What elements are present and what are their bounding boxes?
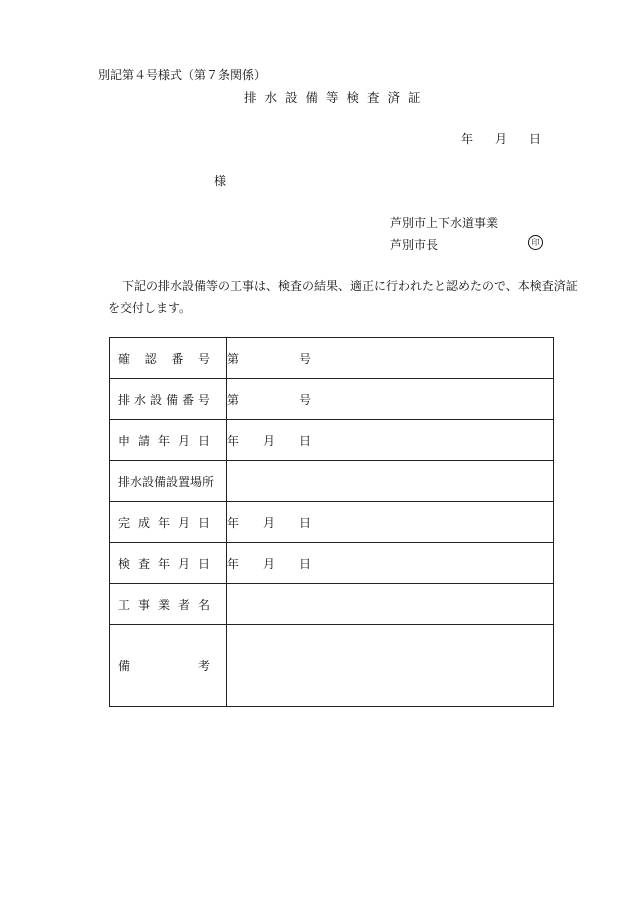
form-reference: 別記第４号様式（第７条関係） — [98, 68, 267, 82]
contractor-name-label-char: 事 — [137, 597, 150, 612]
issue-date-year: 年 — [461, 132, 474, 146]
drainage-facility-number-label-char: 水 — [133, 392, 146, 407]
application-date-label-char: 日 — [197, 433, 210, 448]
issuer-title: 芦別市長 — [390, 238, 439, 252]
drainage-facility-number-label-char: 番 — [181, 392, 194, 407]
application-date-value[interactable] — [227, 420, 554, 461]
contractor-name-label-char: 業 — [157, 597, 170, 612]
table-row-remarks — [110, 625, 554, 707]
table-row-confirmation-number — [110, 338, 554, 379]
confirmation-number-prefix: 第 — [227, 351, 240, 366]
inspection-date-label-char: 検 — [118, 556, 131, 571]
inspection-date-label-char: 年 — [157, 556, 170, 571]
inspection-date-label — [110, 543, 227, 584]
contractor-name-value[interactable] — [227, 584, 554, 625]
body-text — [110, 275, 580, 319]
contractor-name-label-char: 者 — [177, 597, 190, 612]
completion-date-label-char: 成 — [137, 515, 150, 530]
table-row-contractor-name — [110, 584, 554, 625]
drainage-facility-number-label-char: 備 — [165, 392, 178, 407]
confirmation-number-label-char: 認 — [144, 351, 157, 366]
installation-location-label-char: 排水設備設置場所 — [118, 474, 215, 489]
inspection-date-label-char: 日 — [197, 556, 210, 571]
inspection-date-date-unit: 日 — [299, 556, 312, 571]
drainage-facility-number-label-char: 号 — [197, 392, 210, 407]
table-row-installation-location — [110, 461, 554, 502]
inspection-date-label-char: 査 — [137, 556, 150, 571]
remarks-label — [110, 625, 227, 707]
application-date-label-char: 年 — [157, 433, 170, 448]
document-title: 排水設備等検査済証 — [244, 90, 429, 105]
application-date-label — [110, 420, 227, 461]
confirmation-number-suffix: 号 — [299, 351, 312, 366]
drainage-facility-number-prefix: 第 — [227, 392, 240, 407]
completion-date-date-unit: 月 — [263, 515, 276, 530]
confirmation-number-label — [110, 338, 227, 379]
installation-location-value[interactable] — [227, 461, 554, 502]
contractor-name-label-char: 名 — [197, 597, 210, 612]
completion-date-label — [110, 502, 227, 543]
application-date-date-unit: 年 — [227, 433, 240, 448]
application-date-label-char: 請 — [137, 433, 150, 448]
body-line-2: を交付します。 — [108, 301, 192, 315]
inspection-date-date-unit: 月 — [263, 556, 276, 571]
issue-date — [461, 130, 541, 147]
body-line-1: 下記の排水設備等の工事は、検査の結果、適正に行われたと認めたので、本検査済証 — [122, 279, 578, 293]
confirmation-number-label-char: 号 — [197, 351, 210, 366]
addressee-suffix: 様 — [214, 174, 227, 188]
drainage-facility-number-value[interactable] — [227, 379, 554, 420]
contractor-name-label-char: 工 — [118, 597, 131, 612]
application-date-date-unit: 月 — [263, 433, 276, 448]
completion-date-date-unit: 年 — [227, 515, 240, 530]
seal-mark: 印 — [528, 235, 543, 250]
completion-date-date-unit: 日 — [299, 515, 312, 530]
drainage-facility-number-label-char: 設 — [149, 392, 162, 407]
application-date-date-unit: 日 — [299, 433, 312, 448]
inspection-date-date-unit: 年 — [227, 556, 240, 571]
issue-date-day: 日 — [529, 132, 542, 146]
table-row-drainage-facility-number — [110, 379, 554, 420]
issuer-organization: 芦別市上下水道事業 — [390, 216, 499, 230]
completion-date-label-char: 完 — [118, 515, 131, 530]
contractor-name-label — [110, 584, 227, 625]
confirmation-number-label-char: 番 — [171, 351, 184, 366]
remarks-label-char: 考 — [197, 659, 210, 673]
drainage-facility-number-suffix: 号 — [299, 392, 312, 407]
application-date-label-char: 申 — [118, 433, 131, 448]
issue-date-month: 月 — [495, 132, 508, 146]
inspection-date-value[interactable] — [227, 543, 554, 584]
confirmation-number-label-char: 確 — [118, 351, 131, 366]
completion-date-label-char: 年 — [157, 515, 170, 530]
table-row-application-date — [110, 420, 554, 461]
confirmation-number-value[interactable] — [227, 338, 554, 379]
drainage-facility-number-label — [110, 379, 227, 420]
table-row-completion-date — [110, 502, 554, 543]
drainage-facility-number-label-char: 排 — [118, 392, 131, 407]
completion-date-label-char: 日 — [197, 515, 210, 530]
inspection-date-label-char: 月 — [177, 556, 190, 571]
completion-date-value[interactable] — [227, 502, 554, 543]
certificate-table — [109, 337, 554, 707]
remarks-label-char: 備 — [118, 659, 131, 673]
remarks-value[interactable] — [227, 625, 554, 707]
table-row-inspection-date — [110, 543, 554, 584]
completion-date-label-char: 月 — [177, 515, 190, 530]
installation-location-label — [110, 461, 227, 502]
application-date-label-char: 月 — [177, 433, 190, 448]
